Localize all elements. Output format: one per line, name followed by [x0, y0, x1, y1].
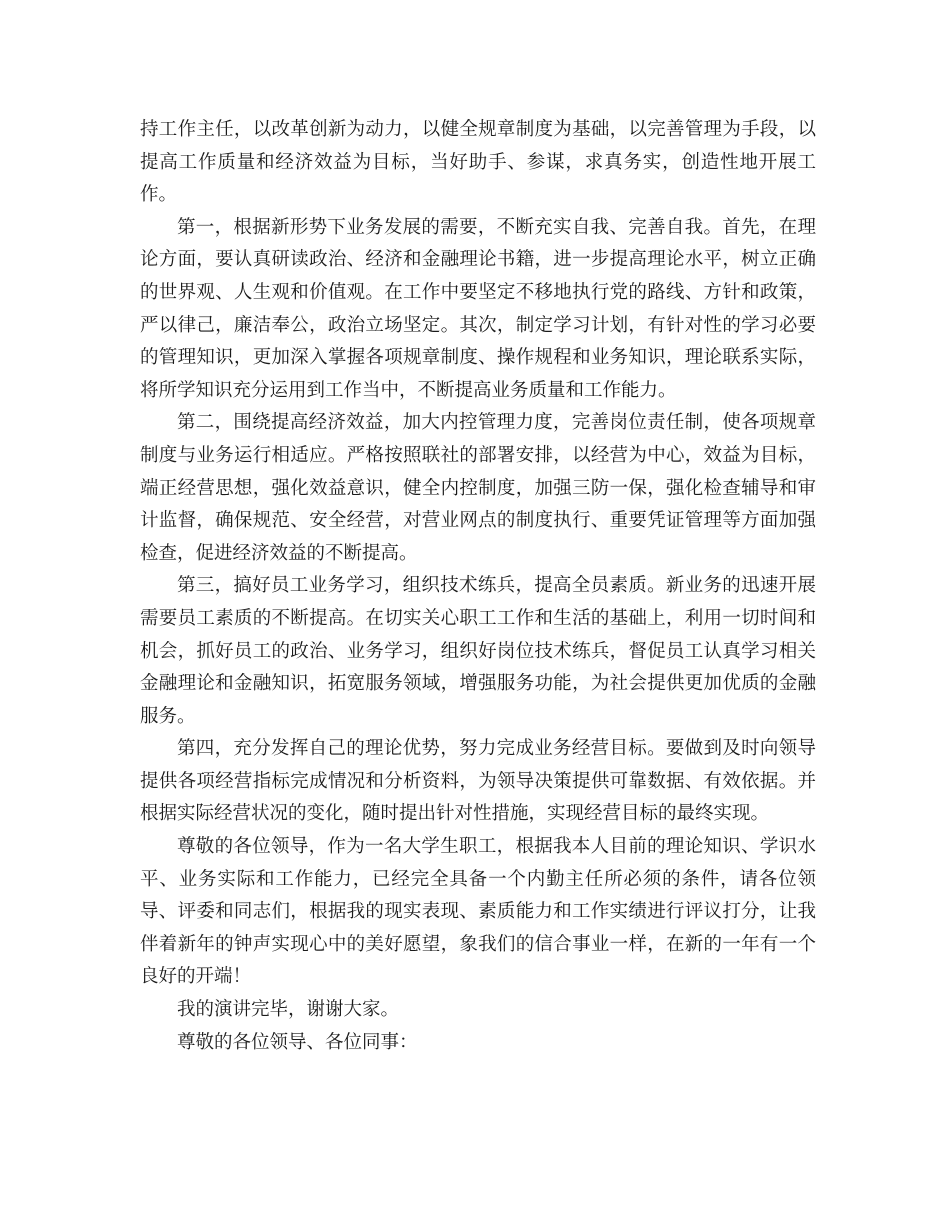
document-body	[140, 114, 816, 1059]
paragraph-salutation: 尊敬的各位领导、各位同事：	[177, 1031, 418, 1053]
paragraph-fourth-point: 第四，充分发挥自己的理论优势，努力完成业务经营目标。要做到及时向领导提供各项经营指标完成情况和分析资料，为领导决策提供可靠数据、有效依据。并根据实际经营状况的变化，随时提出针对性措施，实现经营目标的最终实现。	[140, 738, 816, 825]
paragraph-continued: 持工作主任，以改革创新为动力，以健全规章制度为基础，以完善管理为手段，以提高工作质量和经济效益为目标，当好助手、参谋，求真务实，创造性地开展工作。	[140, 119, 816, 206]
paragraph-closing: 我的演讲完毕，谢谢大家。	[177, 999, 400, 1021]
paragraph-appeal: 尊敬的各位领导，作为一名大学生职工，根据我本人目前的理论知识、学识水平、业务实际和工作能力，已经完全具备一个内勤主任所必须的条件，请各位领导、评委和同志们，根据我的现实表现、素质能力和工作实绩进行评议打分，让我伴着新年的钟声实现心中的美好愿望，象我们的信合事业一样，在新的一年有一个良好的开端！	[140, 836, 816, 988]
paragraph-first-point: 第一，根据新形势下业务发展的需要，不断充实自我、完善自我。首先，在理论方面，要认真研读政治、经济和金融理论书籍，进一步提高理论水平，树立正确的世界观、人生观和价值观。在工作中要坚定不移地执行党的路线、方针和政策，严以律己，廉洁奉公，政治立场坚定。其次，制定学习计划，有针对性的学习必要的管理知识，更加深入掌握各项规章制度、操作规程和业务知识，理论联系实际，将所学知识充分运用到工作当中，不断提高业务质量和工作能力。	[140, 216, 816, 401]
paragraph-third-point: 第三，搞好员工业务学习，组织技术练兵，提高全员素质。新业务的迅速开展需要员工素质的不断提高。在切实关心职工工作和生活的基础上，利用一切时间和机会，抓好员工的政治、业务学习，组织好岗位技术练兵，督促员工认真学习相关金融理论和金融知识，拓宽服务领域，增强服务功能，为社会提供更加优质的金融服务。	[140, 575, 816, 727]
paragraph-second-point: 第二，围绕提高经济效益，加大内控管理力度，完善岗位责任制，使各项规章制度与业务运行相适应。严格按照联社的部署安排，以经营为中心，效益为目标，端正经营思想，强化效益意识，健全内控制度，加强三防一保，强化检查辅导和审计监督，确保规范、安全经营，对营业网点的制度执行、重要凭证管理等方面加强检查，促进经济效益的不断提高。	[140, 412, 816, 564]
